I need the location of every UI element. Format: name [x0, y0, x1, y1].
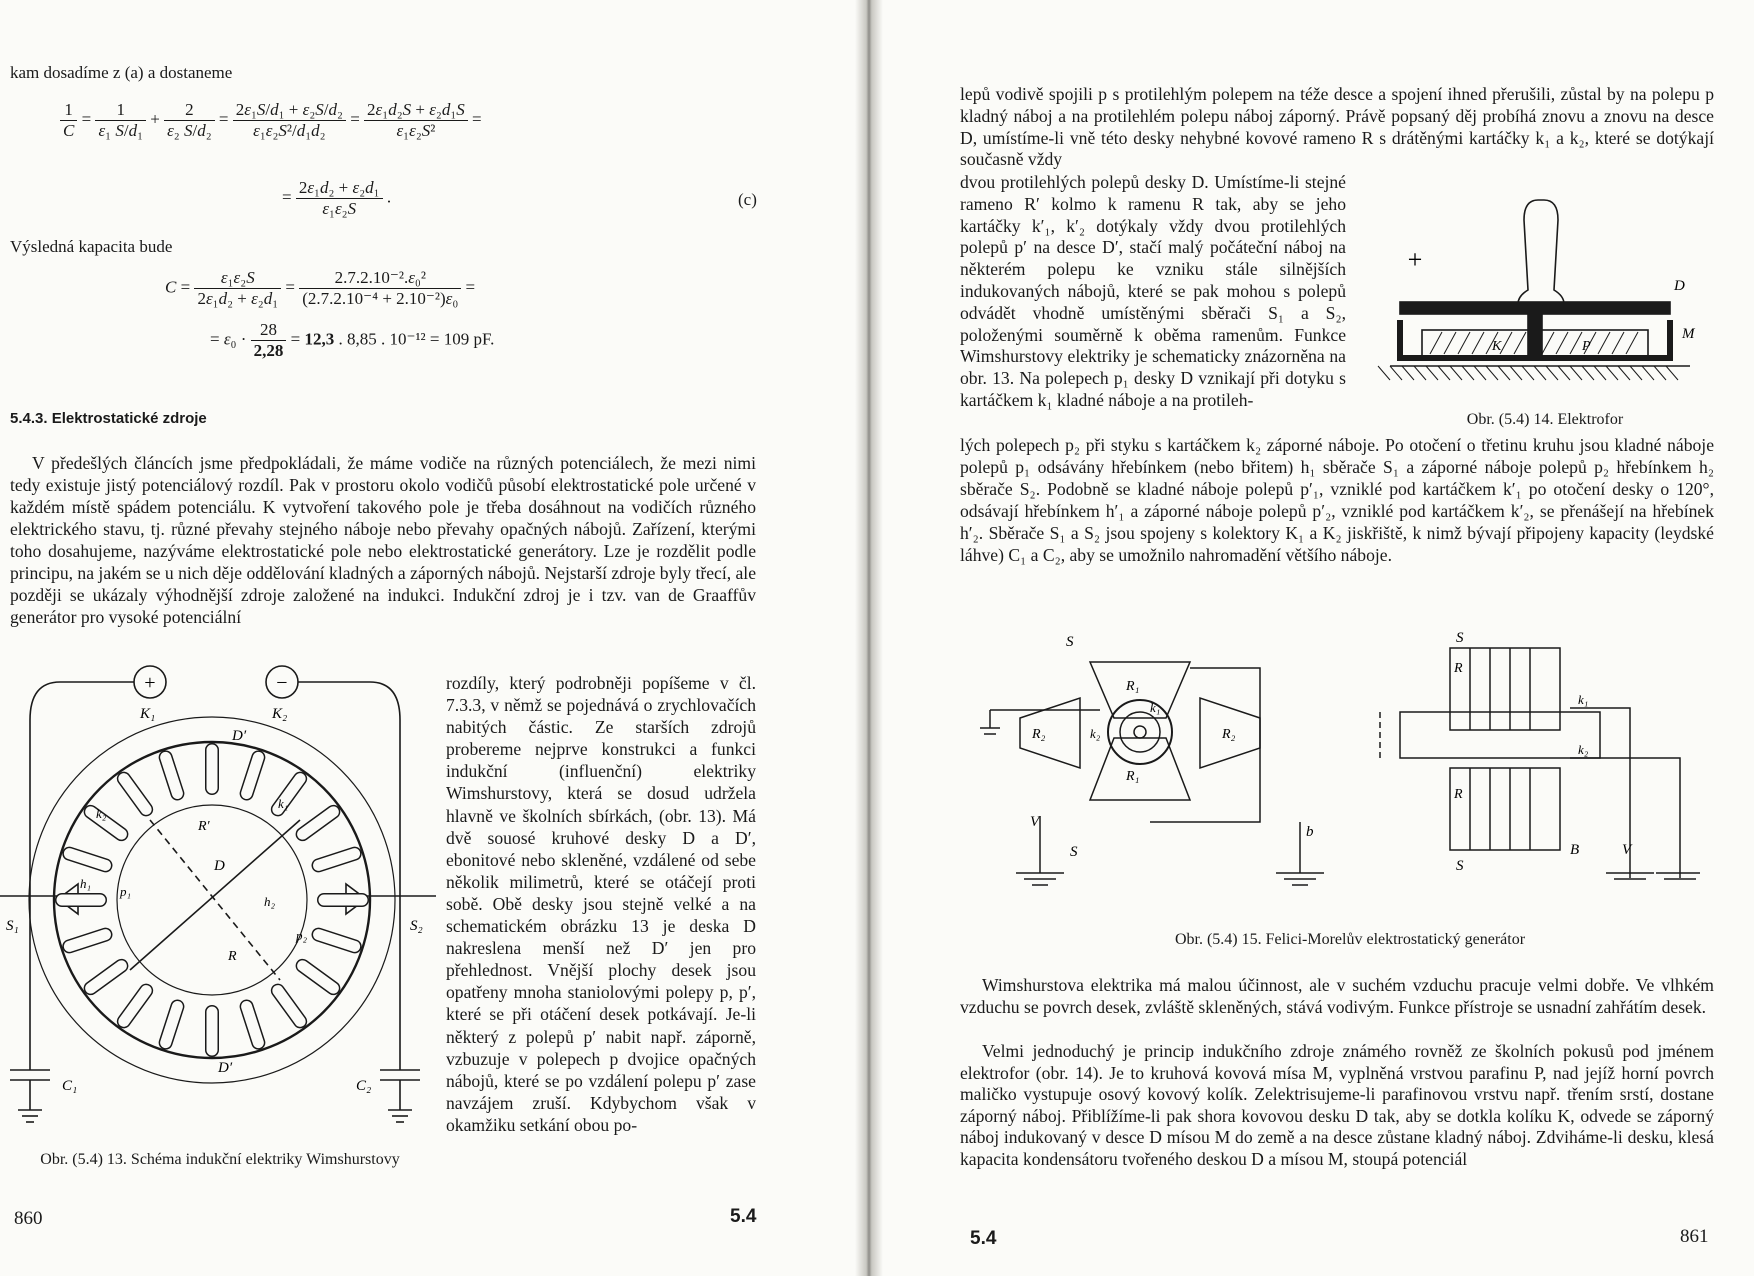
polep-inner [166, 757, 178, 793]
paraffin-hatch [1444, 332, 1456, 354]
figure-15-caption: Obr. (5.4) 15. Felici-Morelův elektrostatický generátor [1174, 931, 1526, 948]
polep-inner [247, 757, 259, 793]
ground-hatch [1642, 366, 1654, 380]
label-S1: S₁ [6, 918, 19, 934]
intro-line: kam dosadíme z (a) a dostaneme [10, 63, 233, 82]
label-p1: p₁ [120, 884, 132, 899]
k2-minus-sign: − [275, 672, 289, 694]
figure-13-wimshurst [0, 660, 440, 1150]
fig15-label-S-right-top: S [1456, 630, 1464, 646]
paraffin-hatch [1430, 332, 1442, 354]
paraffin-hatch [1612, 332, 1624, 354]
equation-2: C = $\frac{\text{ε₁ε₂S}}{\text{2ε₁d₂ + ε₂d₁}}$ = $\frac{\text{2.7.2.10⁻².ε₀²}}{\text{(2.7.2.10⁻⁴ + 2.10⁻²)ε₀}}$ = [165, 268, 476, 308]
ground-hatch [1570, 366, 1582, 380]
polep-inner [166, 1007, 178, 1043]
polep-inner [247, 1007, 259, 1043]
ground-hatch [1546, 366, 1558, 380]
ground-hatch [1534, 366, 1546, 380]
capacity-intro: Výsledná kapacita bude [10, 237, 173, 256]
right-paragraph-bottom-2: Velmi jednoduchý je princip indukčního zdroje známého rovněž ze školních pokusů pod jménem elektrofor (obr. 14). Je to kruhová kovová mísa M, vyplněná vrstvou parafinu P, nad jejíž horní povrch maličko vystupuje osový kovový kolík. Zelektrisujeme-li parafinovou vrstvu např. třením srstí, dostane záporný náboj. Přiblížíme-li pak shora kovovou desku D tak, aby se dotkla kolíku K, odvede se záporný náboj indukovaný v desce D mísou M do země a na desce zůstane kladný náboj. Zdviháme-li desku, klesá kapacita kondensátoru tvořeného deskou D a mísou M, stoupá potenciál [960, 1041, 1714, 1169]
fig14-label-P: P [1582, 339, 1591, 354]
equation-1-continued: = $\frac{\text{2ε₁d₂ + ε₂d₁}}{\text{ε₁ε₂S}}$ . [282, 178, 392, 218]
label-D: D [214, 858, 225, 874]
equation-label-c: (c) [738, 190, 757, 209]
fig15-label-B: B [1570, 842, 1580, 858]
equation-2-continued: = ε₀ · $\frac{28}{2,28}$ = 12,3 . 8,85 . 10⁻¹² = 109 pF. [210, 320, 495, 360]
fig15-label-S-right-bottom: S [1456, 858, 1464, 874]
figure-14-elektrofor [1370, 180, 1710, 405]
figure-13-caption: Obr. (5.4) 13. Schéma indukční elektriky Wimshurstovy [40, 1151, 400, 1168]
paraffin-hatch [1626, 332, 1638, 354]
section-heading: 5.4.3. Elektrostatické zdroje [10, 410, 207, 427]
left-page-number: 860 [14, 1208, 43, 1229]
paraffin-hatch [1570, 332, 1582, 354]
fig15-label-R2-right: R₂ [1222, 727, 1236, 742]
label-h2: h₂ [264, 894, 276, 909]
paraffin-hatch [1598, 332, 1610, 354]
right-column-text: dvou protilehlých polepů desky D. Umístíme-li stejné rameno R′ kolmo k ramenu R tak, aby se jeho kartáčky k′₁, k′₂ dotýkaly vždy dvou protilehlých polepů p′ na desce D′, stačí malý počáteční náboj na některém polepu ke vzniku stále silnějších indukovaných nábojů, které se pak mohou s polepů odvádět vhodně umístěnými sběrači S₁ a S₂, položenými souměrně k oběma ramenům. Funkce Wimshurstovy elektriky je schematicky znázorněna na obr. 13. Na polepech p₁ desky D vznikají při dotyku s kartáčkem k₁ kladné náboje a na protileh- [960, 172, 1346, 410]
label-R: R [228, 949, 237, 964]
paraffin-hatch [1500, 332, 1512, 354]
fig15-label-S-bottom: S [1070, 844, 1078, 860]
fig15-label-k1-right: k₁ [1578, 692, 1589, 707]
fig14-label-D: D [1674, 278, 1685, 294]
ground-hatch [1390, 366, 1402, 380]
ground-hatch [1426, 366, 1438, 380]
fig14-label-M: M [1682, 326, 1695, 342]
polep-inner [69, 935, 105, 947]
fig14-plus-sign: + [1406, 245, 1424, 274]
label-K2: K₂ [272, 706, 288, 722]
left-section-mark: 5.4 [730, 1206, 757, 1227]
label-C2: C₂ [356, 1078, 372, 1094]
paraffin-hatch [1542, 332, 1554, 354]
ground-hatch [1522, 366, 1534, 380]
fig15-label-V-right: V [1622, 842, 1632, 858]
ground-hatch [1450, 366, 1462, 380]
fig15-label-V-left: V [1030, 814, 1040, 830]
paraffin-hatch [1514, 332, 1526, 354]
fig14-label-K: K [1492, 339, 1502, 354]
k1-plus-sign: + [143, 672, 157, 694]
right-after-fig14: lých polepech p₂ při styku s kartáčkem k₂ záporné náboje. Po otočení o třetinu kruhu jsou kladné náboje polepů p₁ odsávány hřebínkem (nebo břitem) h₁ sběrače S₁ a záporné náboje polepů p₂ hřebínkem h₂ sběrače S₂. Podobně se kladné náboje polepů p′₁, vzniklé pod kartáčkem k′₁ po otočení desky o 120°, odsávají hřebínkem h′₁ a záporné náboje polepů p′₂, vzniklé pod kartáčkem k′₂, se přenášejí na hřebínek h′₂. Sběrače S₁ a S₂ jsou spojeny s kolektory K₁ a K₂ jiskřiště, k nimž bývají připojeny kapacity (leydské láhve) C₁ a C₂, aby se umožnilo nahromadění většího náboje. [960, 435, 1714, 565]
right-paragraph-bottom-1: Wimshurstova elektrika má malou účinnost, ale v suchém vzduchu pracuje velmi dobře. Ve vlhkém vzduchu se povrch desek, zvláště skleněných, stává vodivým. Funkce přístroje se usnadní zahřátím desek. [960, 975, 1714, 1017]
ground-hatch [1510, 366, 1522, 380]
ground-hatch [1474, 366, 1486, 380]
fig15-label-R1-bottom: R₁ [1126, 769, 1140, 784]
ground-hatch [1630, 366, 1642, 380]
label-h1: h₁ [80, 876, 92, 891]
ground-hatch [1654, 366, 1666, 380]
fig15-label-b: b [1306, 824, 1314, 840]
paraffin-hatch [1472, 332, 1484, 354]
fig15-label-R1-top: R₁ [1126, 679, 1140, 694]
fig15-label-k2-left: k₂ [1090, 726, 1101, 741]
figure-14-caption: Obr. (5.4) 14. Elektrofor [1466, 411, 1624, 428]
ground-hatch [1486, 366, 1498, 380]
polep-inner [69, 854, 105, 866]
ground-hatch [1582, 366, 1594, 380]
column-text-left: rozdíly, který podrobněji popíšeme v čl. 7.3.3, v němž se pojednává o zrychlovačích nabitých částic. Ze starších zdrojů probereme nejprve konstrukci a funkci indukční (influenční) elektriky Wimshurstovy, která se dosud udržela hlavně ve školních sbírkách, (obr. 13). Má dvě souosé kruhové desky D a D′, ebonitové nebo skleněné, vzdálené od sebe několik milimetrů, které se otáčejí proti sobě. Obě desky jsou stejně velké a na schematickém obrázku 13 je deska D nakreslena menší než D′ jen pro přehlednost. Vnější plochy desek jsou opatřeny mnoha staniolovými polepy p, p′, které se při otáčení desek potkávají. Je-li některý z polepů p′ nabit např. záporně, vzbuzuje v polepech p dvojice opačných nábojů, které se po vzdálení polepu p′ zase navzájem zruší. Kdybychom však v okamžiku setkání obou po- [446, 673, 756, 1135]
label-k1: k₁ [278, 796, 289, 811]
fig15-label-S-top: S [1066, 634, 1074, 650]
label-K1: K₁ [140, 706, 156, 722]
fig15-label-R-bottom: R [1454, 787, 1463, 802]
ground-hatch [1498, 366, 1510, 380]
ground-hatch [1462, 366, 1474, 380]
ground-hatch [1378, 366, 1390, 380]
ground-hatch [1414, 366, 1426, 380]
label-R-prime: R′ [198, 819, 210, 834]
ground-hatch [1402, 366, 1414, 380]
polep-inner [319, 854, 355, 866]
right-section-mark: 5.4 [970, 1228, 997, 1249]
right-page-number: 861 [1680, 1226, 1709, 1247]
figure-15-felici-morel [980, 628, 1700, 928]
equation-1: $\frac{1}{C}$ = $\frac{1}{\text{ε₁ S/d₁}}$ + $\frac{2}{\text{ε₂ S/d₂}}$ = $\frac{\text{2ε₁S/d₁ + ε₂S/d₂}}{\text{ε₁ε₂S²/d₁d₂}}$ = $\frac{\text{2ε₁d₂S + ε₂d₁S}}{\text{ε₁ε₂S²}}$ = [60, 100, 700, 141]
ground-hatch [1558, 366, 1570, 380]
paraffin-hatch [1458, 332, 1470, 354]
right-top-text: lepů vodivě spojili p s protilehlým polepem na téže desce a spojení ihned přerušili, zůstal by na polepu p kladný náboj a na protilehlém polepu náboj záporný. Právě popsaný děj probíhá znovu a znovu na desce D, umístíme-li vně této desky nehybné kovové rameno R s drátěnými kartáčky k₁ a k₂, které se dotýkají současně vždy [960, 84, 1714, 170]
ground-hatch [1618, 366, 1630, 380]
label-S2: S₂ [410, 918, 423, 934]
paraffin-hatch [1556, 332, 1568, 354]
label-D-prime-top: D′ [232, 728, 247, 744]
ground-hatch [1594, 366, 1606, 380]
ground-hatch [1438, 366, 1450, 380]
ground-hatch [1606, 366, 1618, 380]
ground-hatch [1666, 366, 1678, 380]
fig15-label-k1-left: k₁ [1150, 700, 1161, 715]
label-k2: k₂ [96, 806, 107, 821]
fig15-label-R-top: R [1454, 661, 1463, 676]
label-C1: C₁ [62, 1078, 78, 1094]
fig15-label-k2-right: k₂ [1578, 742, 1589, 757]
label-p2: p₂ [296, 928, 308, 943]
label-D-prime-bottom: D′ [218, 1060, 233, 1076]
polep-inner [319, 935, 355, 947]
fig15-label-R2-left: R₂ [1032, 727, 1046, 742]
book-gutter [855, 0, 883, 1276]
paragraph-1: V předešlých článcích jsme předpokládali, že máme vodiče na různých potenciálech, že mezi nimi tedy existuje jistý potenciálový rozdíl. Pak v prostoru okolo vodičů působí elektrostatické pole určené v každém místě spádem potenciálu. K vytvoření takového pole je třeba dosáhnout na vodičích různého elektrického stavu, tj. různé převahy stejného náboje nebo převahy opačných nábojů. Zařízení, kterými toho dosahujeme, nazýváme elektrostatické pole nebo elektrostatické generátory. Lze je rozdělit podle principu, na jakém se u nich děje oddělování kladných a záporných nábojů. Nejstarší zdroje byly třecí, ale později se ukázaly výhodnější zdroje založené na indukci. Indukční zdroj je i tzv. van de Graaffův generátor pro vysoké potenciální [10, 453, 757, 627]
